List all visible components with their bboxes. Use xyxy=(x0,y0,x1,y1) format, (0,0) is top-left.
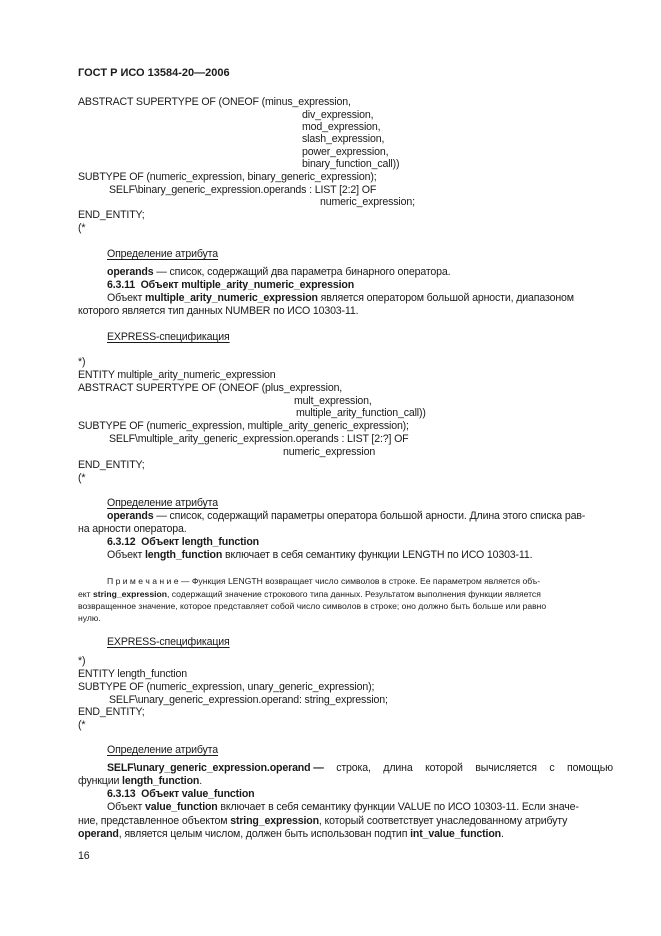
code-line: SELF\multiple_arity_generic_expression.operands : LIST [2:?] OF xyxy=(109,433,409,445)
section-number: 6.3.12 xyxy=(107,536,136,548)
code-line: SELF\binary_generic_expression.operands : LIST [2:2] OF xyxy=(109,184,377,196)
text: Объект xyxy=(107,801,145,813)
note-line: возвращенное значение, которое представляет собой число символов в строке; оно должно быть больше или равно xyxy=(78,601,547,611)
paragraph-line xyxy=(78,828,504,841)
paragraph-line xyxy=(107,801,579,814)
attribute-definition-heading: Определение атрибута xyxy=(107,497,219,509)
section-heading-6-3-13 xyxy=(107,788,254,801)
code-line: SUBTYPE OF (numeric_expression, binary_generic_expression); xyxy=(78,171,377,183)
entity-name: length_function xyxy=(122,775,200,787)
code-line: numeric_expression; xyxy=(320,196,415,208)
attribute-definition-text xyxy=(107,266,450,279)
text: функции xyxy=(78,775,123,787)
entity-name: value_function xyxy=(144,801,218,813)
code-line: slash_expression, xyxy=(302,133,385,145)
section-heading-6-3-12 xyxy=(107,536,259,549)
entity-name: string_expression xyxy=(230,815,319,827)
express-specification-heading: EXPRESS-спецификация xyxy=(107,331,230,343)
note-line: нулю. xyxy=(78,613,101,623)
code-line: ABSTRACT SUPERTYPE OF (ONEOF (minus_expression, xyxy=(78,96,351,108)
code-line: (* xyxy=(78,472,86,484)
section-number: 6.3.13 xyxy=(107,788,136,800)
section-number: 6.3.11 xyxy=(107,279,135,291)
attribute-definition-text xyxy=(78,775,202,788)
term-self-operand: SELF\unary_generic_expression.operand — xyxy=(107,762,324,774)
attribute-definition-heading: Определение атрибута xyxy=(107,248,219,260)
term-operands: operands xyxy=(107,510,154,522)
code-line: *) xyxy=(78,356,86,368)
term-operands: operands xyxy=(107,266,154,278)
code-line: ENTITY length_function xyxy=(78,668,187,680)
text: Объект xyxy=(107,549,145,561)
code-line: (* xyxy=(78,719,86,731)
text: , является целым числом, должен быть использован подтип xyxy=(118,828,411,840)
express-specification-heading: EXPRESS-спецификация xyxy=(107,636,230,648)
code-line: END_ENTITY; xyxy=(78,209,145,221)
code-line: power_expression, xyxy=(302,146,389,158)
paragraph-line xyxy=(78,815,567,828)
code-line: ABSTRACT SUPERTYPE OF (ONEOF (plus_expression, xyxy=(78,382,343,394)
code-line: END_ENTITY; xyxy=(78,459,145,471)
definition-text: — список, содержащий параметры оператора большой арности. Длина этого списка рав- xyxy=(153,510,586,522)
attribute-name: operand xyxy=(78,828,119,840)
entity-name: length_function xyxy=(144,549,223,561)
code-line: ENTITY multiple_arity_numeric_expression xyxy=(78,369,276,381)
code-line: numeric_expression xyxy=(283,446,376,458)
paragraph-line: которого является тип данных NUMBER по ИСО 10303-11. xyxy=(78,305,359,317)
word: с xyxy=(549,762,555,774)
paragraph-line xyxy=(107,292,574,305)
text: включает в себя семантику функции VALUE по ИСО 10303-11. Если значе- xyxy=(217,801,579,813)
code-line: SELF\unary_generic_expression.operand: string_expression; xyxy=(109,694,388,706)
entity-name: int_value_function xyxy=(410,828,501,840)
text: является оператором большой арности, диапазоном xyxy=(317,292,574,304)
code-line: SUBTYPE OF (numeric_expression, multiple_arity_generic_expression); xyxy=(78,420,409,432)
text: . xyxy=(500,828,504,840)
code-line: binary_function_call)) xyxy=(302,158,400,170)
text: , содержащий значение строкового типа данных. Результатом выполнения функции является xyxy=(167,589,541,599)
code-line: mod_expression, xyxy=(302,121,381,133)
word: длина xyxy=(383,762,413,774)
code-line: SUBTYPE OF (numeric_expression, unary_generic_expression); xyxy=(78,681,375,693)
document-header: ГОСТ Р ИСО 13584-20—2006 xyxy=(78,67,230,79)
paragraph-line xyxy=(107,549,532,562)
entity-name: string_expression xyxy=(92,589,167,599)
text: , который соответствует унаследованному атрибуту xyxy=(318,815,568,827)
note-line: П р и м е ч а н и е — Функция LENGTH возвращает число символов в строке. Ее параметром является объ- xyxy=(107,576,541,586)
attribute-definition-text xyxy=(107,510,585,523)
text: включает в себя семантику функции LENGTH по ИСО 10303-11. xyxy=(222,549,533,561)
code-line: *) xyxy=(78,655,86,667)
section-heading-6-3-11 xyxy=(107,279,354,292)
attribute-definition-heading: Определение атрибута xyxy=(107,744,219,756)
page-number: 16 xyxy=(78,850,90,862)
definition-text: — список, содержащий два параметра бинарного оператора. xyxy=(153,266,451,278)
word: строка, xyxy=(336,762,371,774)
text: ект xyxy=(78,589,93,599)
attribute-definition-text: на арности оператора. xyxy=(78,523,187,535)
word: которой xyxy=(425,762,463,774)
word: помощью xyxy=(567,762,613,774)
section-title: Объект value_function xyxy=(141,788,255,800)
code-line: (* xyxy=(78,222,86,234)
code-line: div_expression, xyxy=(302,109,374,121)
word: вычисляется xyxy=(475,762,537,774)
code-line: mult_expression, xyxy=(294,395,372,407)
text: . xyxy=(199,775,203,787)
code-line: multiple_arity_function_call)) xyxy=(296,407,426,419)
code-line: END_ENTITY; xyxy=(78,706,145,718)
entity-name: multiple_arity_numeric_expression xyxy=(144,292,318,304)
section-title: Объект length_function xyxy=(141,536,259,548)
attribute-definition-text xyxy=(107,762,613,775)
text: ние, представленное объектом xyxy=(78,815,231,827)
section-title: Объект multiple_arity_numeric_expression xyxy=(140,279,355,291)
text: Объект xyxy=(107,292,145,304)
